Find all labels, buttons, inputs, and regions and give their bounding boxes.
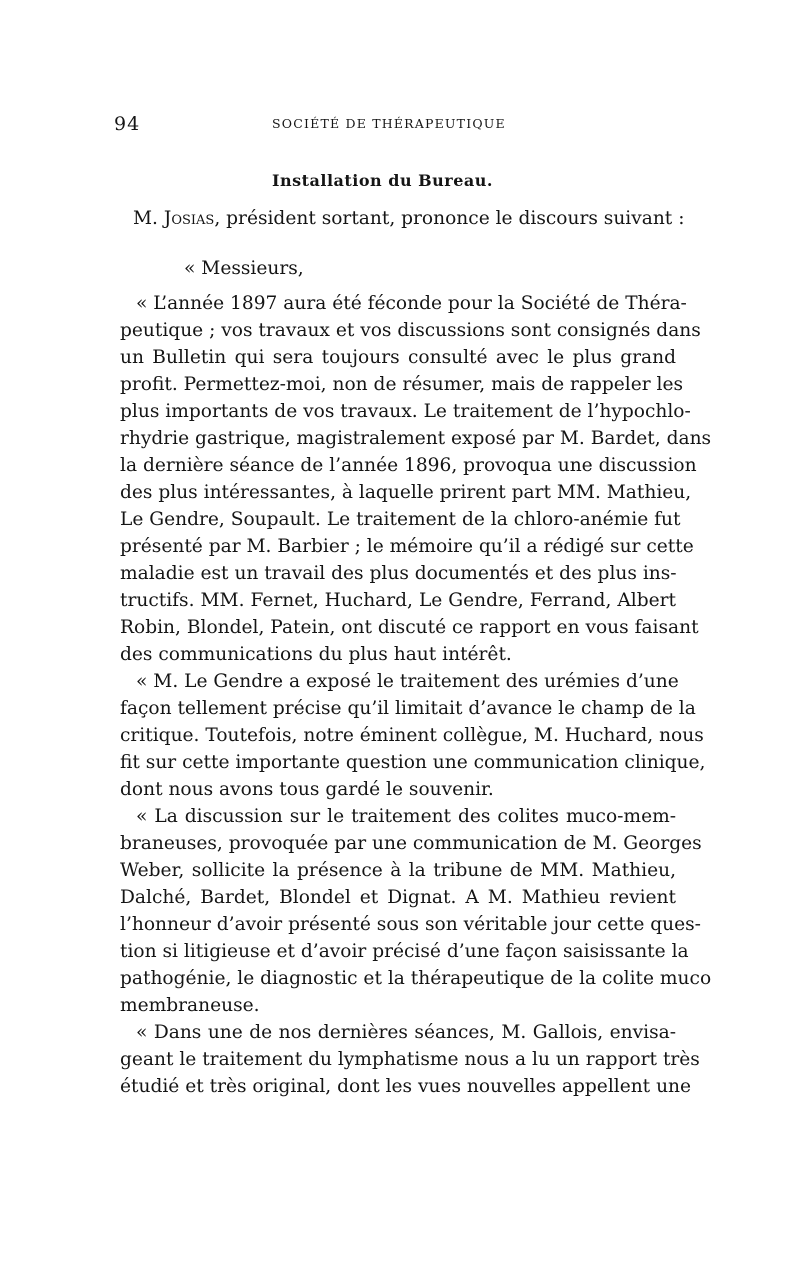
salutation: « Messieurs, bbox=[184, 258, 304, 279]
intro-rest: , président sortant, prononce le discours suivant : bbox=[214, 208, 685, 229]
text-line: l’honneur d’avoir présenté sous son véritable jour cette ques- bbox=[120, 914, 701, 935]
speaker-name: Josias bbox=[163, 208, 215, 229]
text-line: Le Gendre, Soupault. Le traitement de la chloro-anémie fut bbox=[120, 509, 681, 530]
text-line: présenté par M. Barbier ; le mémoire qu’il a rédigé sur cette bbox=[120, 536, 694, 557]
text-line: Robin, Blondel, Patein, ont discuté ce rapport en vous faisant bbox=[120, 617, 699, 638]
text-line: braneuses, provoquée par une communication de M. Georges bbox=[120, 833, 702, 854]
intro-prefix: M. bbox=[133, 208, 164, 229]
text-line: « Dans une de nos dernières séances, M. Gallois, envisa- bbox=[136, 1022, 676, 1043]
text-line: Dalché, Bardet, Blondel et Dignat. A M. Mathieu revient bbox=[120, 887, 676, 908]
text-line: Weber, sollicite la présence à la tribune de MM. Mathieu, bbox=[120, 860, 676, 881]
page-number: 94 bbox=[114, 113, 141, 135]
text-line: dont nous avons tous gardé le souvenir. bbox=[120, 779, 494, 800]
text-line: « M. Le Gendre a exposé le traitement des urémies d’une bbox=[136, 671, 679, 692]
text-line: critique. Toutefois, notre éminent collègue, M. Huchard, nous bbox=[120, 725, 704, 746]
text-line: « La discussion sur le traitement des colites muco-mem- bbox=[136, 806, 676, 827]
text-line: « L’année 1897 aura été féconde pour la Société de Théra- bbox=[136, 293, 687, 314]
text-line: rhydrie gastrique, magistralement exposé par M. Bardet, dans bbox=[120, 428, 712, 449]
text-line: geant le traitement du lymphatisme nous a lu un rapport très bbox=[120, 1049, 700, 1070]
text-line: étudié et très original, dont les vues nouvelles appellent une bbox=[120, 1076, 692, 1097]
text-line: maladie est un travail des plus documentés et des plus ins- bbox=[120, 563, 677, 584]
text-line: la dernière séance de l’année 1896, provoqua une discussion bbox=[120, 455, 697, 476]
text-line: peutique ; vos travaux et vos discussions sont consignés dans bbox=[120, 320, 701, 341]
running-title: SOCIÉTÉ DE THÉRAPEUTIQUE bbox=[272, 116, 506, 131]
intro-line bbox=[133, 207, 685, 231]
text-line: un Bulletin qui sera toujours consulté avec le plus grand bbox=[120, 347, 676, 368]
text-line: membraneuse. bbox=[120, 995, 260, 1016]
text-line: des plus intéressantes, à laquelle prirent part MM. Mathieu, bbox=[120, 482, 692, 503]
text-line: plus importants de vos travaux. Le traitement de l’hypochlo- bbox=[120, 401, 691, 422]
text-line: fit sur cette importante question une communication clinique, bbox=[120, 752, 706, 773]
text-line: tructifs. MM. Fernet, Huchard, Le Gendre, Ferrand, Albert bbox=[120, 590, 676, 611]
text-line: tion si litigieuse et d’avoir précisé d’une façon saisissante la bbox=[120, 941, 689, 962]
text-line: façon tellement précise qu’il limitait d’avance le champ de la bbox=[120, 698, 696, 719]
text-line: des communications du plus haut intérêt. bbox=[120, 644, 512, 665]
text-line: profit. Permettez-moi, non de résumer, mais de rappeler les bbox=[120, 374, 684, 395]
section-title: Installation du Bureau. bbox=[272, 171, 493, 190]
text-line: pathogénie, le diagnostic et la thérapeutique de la colite muco bbox=[120, 968, 712, 989]
running-head bbox=[114, 113, 690, 135]
